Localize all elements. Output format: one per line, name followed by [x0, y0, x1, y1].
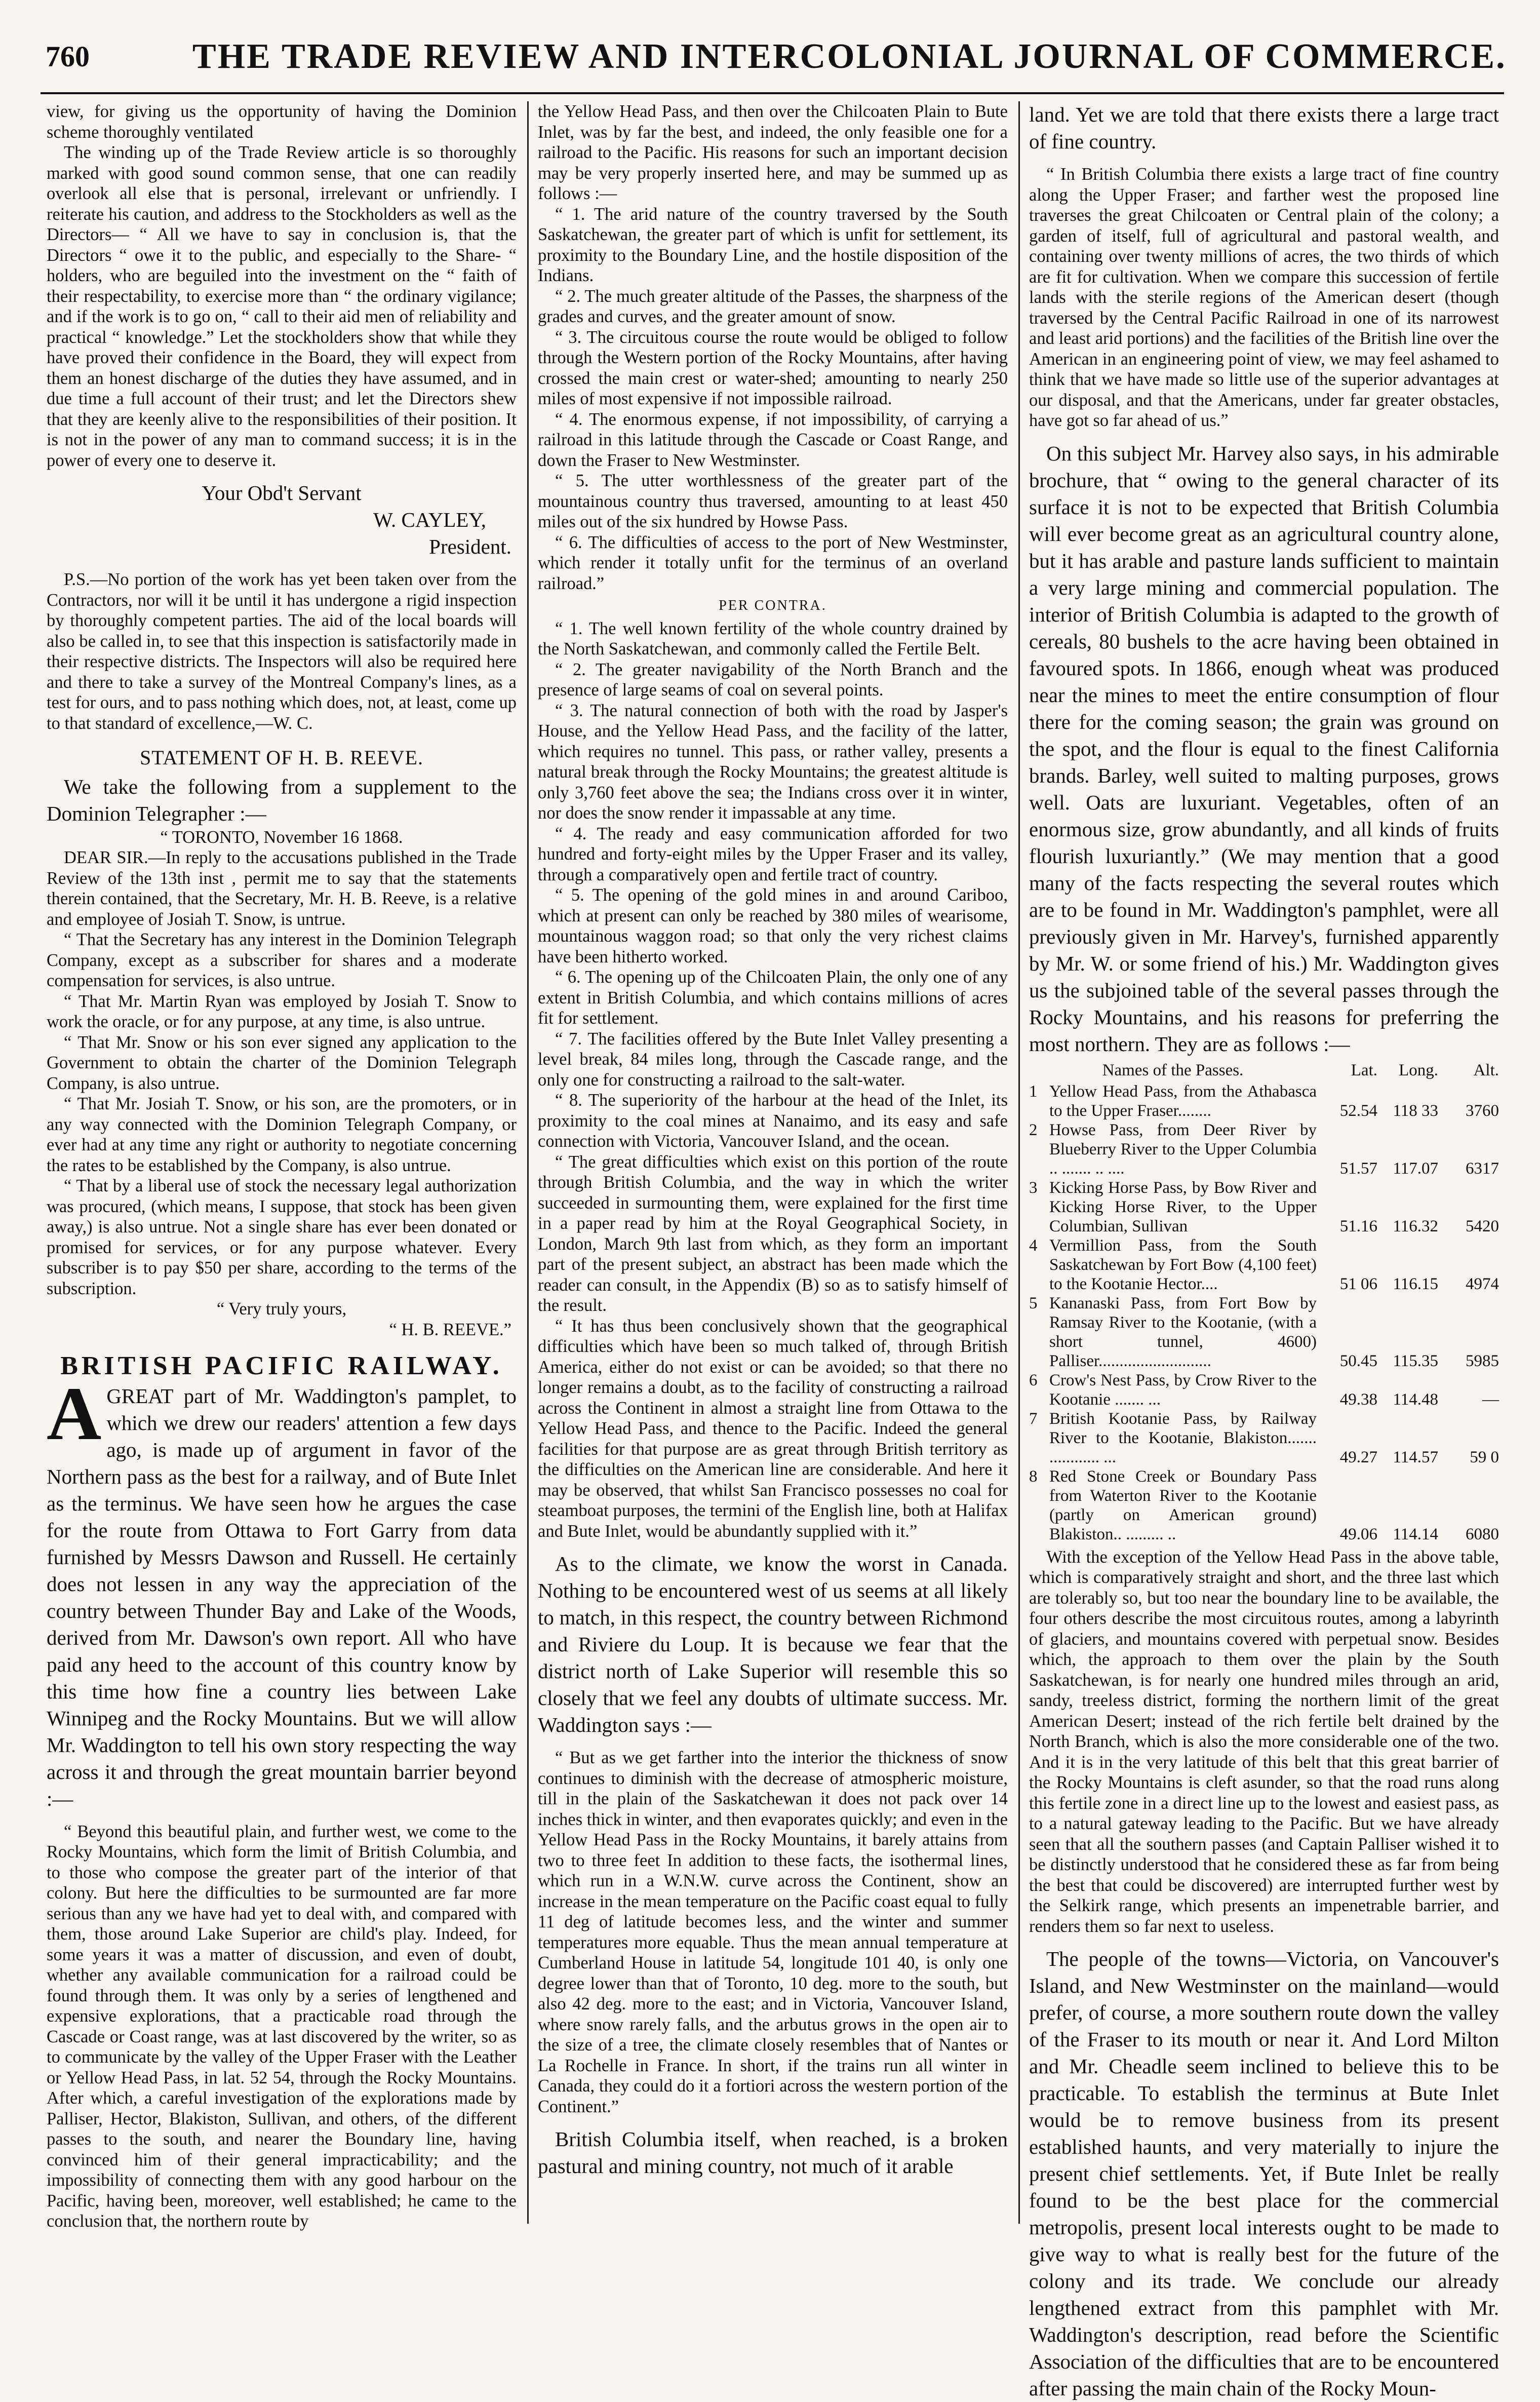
row-number: 2: [1029, 1120, 1038, 1139]
column-1: [47, 101, 517, 2229]
list-item: “ 6. The opening up of the Chilcoaten Plain, the only one of any extent in British Columbia, and which contains millions of acres fit for settlement.: [538, 967, 1008, 1028]
pass-name: Yellow Head Pass, from the Athabasca to the Upper Fraser........: [1049, 1082, 1317, 1120]
list-item: “ 2. The much greater altitude of the Passes, the sharpness of the grades and curves, and the greater amount of snow.: [538, 286, 1008, 326]
signature-name: W. CAYLEY,: [373, 508, 486, 531]
paragraph: The winding up of the Trade Review article is so thoroughly marked with good sound common sense, that one can readily overlook all else that is personal, irrelevant or unfriendly. I reiterate his caution, and address to the Stockholders as well as the Directors— “ All we have to say in conclusion is, that the Directors “ owe it to the public, and especially to the Share- “ holders, who are beguiled into the investment on the “ faith of their respectability, to exercise more than “ the ordinary vigilance; and if the work is to go on, “ call to their aid men of reliability and practical “ knowledge.” Let the stockholders show that while they have proved their confidence in the Board, they will expect from them an honest discharge of the duties they have assumed, and in due time a full account of their trust; and let the Directors shew that they are keenly alive to the responsibilities of their position. It is not in the power of any man to command success; it is in the power of every one to deserve it.: [47, 143, 517, 470]
paragraph: As to the climate, we know the worst in Canada. Nothing to be encountered west of us seems at all likely to match, in this respect, the country between Richmond and Riviere du Loup. It is because we fear that the district north of Lake Superior will resemble this so closely that we feel any doubts of ultimate success. Mr. Waddington says :—: [538, 1552, 1008, 1736]
latitude: 52.54: [1339, 1101, 1377, 1120]
paragraph: “ It has thus been conclusively shown that the geographical difficulties which have been so much talked of, through British America, either do not exist or can be avoided; so that there no longer remains a doubt, as to the facility of constructing a railroad across the Continent in almost a straight line from Ottawa to the Yellow Head Pass, and thence to the Pacific. Indeed the general facilities for that purpose are as great through British territory as the difficulties on the American line are considerable. And here it may be observed, that whilst San Francisco possesses no coal for steamboat purposes, the termini of the English line, both at Halifax and Bute Inlet, would be abundantly supplied with it.”: [538, 1316, 1008, 1541]
paragraph-text: GREAT part of Mr. Waddington's pamplet, to which we drew our readers' attention a few days ago, is made up of argument in favor of the Northern pass as the best for a railway, and of Bute Inlet as the terminus. We have seen how he argues the case for the route from Ottawa to Fort Garry from data furnished by Messrs Dawson and Russell. He certainly does not lessen in any way the appreciation of the country between Thunder Bay and Lake of the Woods, derived from Mr. Dawson's own report. All who have paid any heed to the account of this country know by this time how fine a country lies between Lake Winnipeg and the Rocky Mountains. But we will allow Mr. Waddington to tell his own story respecting the way across it and through the great mountain barrier beyond :—: [47, 1384, 517, 1810]
longitude: 114.48: [1393, 1390, 1438, 1409]
drop-cap: A: [47, 1371, 102, 1456]
longitude: 116.15: [1393, 1274, 1438, 1293]
column-rule-1: [527, 101, 529, 2224]
latitude: 51.16: [1339, 1217, 1377, 1235]
column-2: [538, 101, 1008, 2229]
column-header: Names of the Passes.: [1102, 1061, 1244, 1079]
column-header: Alt.: [1473, 1061, 1499, 1079]
paragraph: With the exception of the Yellow Head Pass in the above table, which is comparatively straight and short, and the three last which are tolerably so, but too near the boundary line to be available, the four others describe the most circuitous routes, among a labyrinth of glaciers, and mountains covered with perpetual snow. Besides which, the approach to them over the plain by the South Saskatchewan, is for nearly one hundred miles through an arid, sandy, treeless district, forming the northern limit of the great American Desert; instead of the rich fertile belt drained by the North Branch, which is also the more considerable one of the two. And it is in the very latitude of this belt that this great barrier of the Rocky Mountains is cleft asunder, so that the road runs along this fertile zone in a direct line up to the lowest and easiest pass, as to a natural gateway leading to the Pacific. But we have already seen that all the southern passes (and Captain Palliser wished it to be distinctly understood that he considered these as far from being the best that could be discovered) are interrupted further west by the Selkirk range, which presents an impenetrable barrier, and renders them so far next to useless.: [1029, 1547, 1499, 1936]
row-number: 8: [1029, 1467, 1038, 1486]
altitude: —: [1482, 1390, 1499, 1409]
passes-table: [1029, 1061, 1499, 1544]
quotation: “ But as we get farther into the interior the thickness of snow continues to diminish with the decrease of atmospheric moisture, till in the plain of the Saskatchewan it does not pack over 14 inches thick in winter, and then evaporates quickly; and even in the Yellow Head Pass in the Rocky Mountains, it barely attains from two to three feet In addition to these facts, the isothermal lines, which run in a W.N.W. curve across the Continent, show an increase in the mean temperature on the Pacific coast equal to fully 11 deg of latitude becomes less, and the winter and summer temperatures more equable. Thus the mean annual temperature at Cumberland House in latitude 54, longitude 101 40, is only one degree lower than that of Toronto, 10 deg. more to the south, but also 42 deg. more to the east; and in Victoria, Vancouver Island, where snow rarely falls, and the arbutus grows in the open air to the size of a tree, the climate closely resembles that of Nantes or La Rochelle in France. In short, if the trains run all winter in Canada, they could do it a fortiori across the western portion of the Continent.”: [538, 1748, 1008, 2116]
longitude: 115.35: [1393, 1351, 1438, 1370]
list-item: “ 2. The greater navigability of the North Branch and the presence of large seams of coal on several points.: [538, 660, 1008, 700]
signature-title: President.: [429, 535, 511, 558]
table-row: [1029, 1409, 1499, 1467]
signature-closing: Your Obd't Servant: [202, 481, 362, 505]
list-item: “ 1. The well known fertility of the whole country drained by the North Saskatchewan, and commonly called the Fertile Belt.: [538, 618, 1008, 658]
quotation: “ In British Columbia there exists a large tract of fine country along the Upper Fraser; and farther west the proposed line traverses the great Chilcoaten or Central plain of the colony; a garden of itself, full of agricultural and pastoral wealth, and containing over twenty millions of acres, the two thirds of which are fit for cultivation. When we compare this succession of fertile lands with the sterile regions of the American desert (though traversed by the Central Pacific Railroad in one of its narrowest and least arid portions) and the facilities of the British line over the American in an engineering point of view, we may feel ashamed to think that we have made so little use of the superior advantages at our disposal, and that the Americans, under far greater obstacles, have got so far ahead of us.”: [1029, 165, 1499, 430]
row-number: 4: [1029, 1236, 1038, 1255]
list-item: “ 4. The ready and easy communication afforded for two hundred and forty-eight miles by the Upper Fraser and its valley, through a comparatively open and fertile tract of country.: [538, 824, 1008, 884]
row-number: 5: [1029, 1294, 1038, 1312]
latitude: 50.45: [1339, 1351, 1377, 1370]
longitude: 114.14: [1393, 1525, 1438, 1543]
letter-closing: “ Very truly yours,: [216, 1299, 347, 1319]
paragraph: [47, 1371, 517, 1812]
list-item: “ 6. The difficulties of access to the port of New Westminster, which render it totally unfit for the terminus of an overland railroad.”: [538, 532, 1008, 593]
latitude: 49.38: [1339, 1390, 1377, 1409]
paragraph: “ That Mr. Snow or his son ever signed any application to the Government to obtain the charter of the Dominion Telegraph Company, is also untrue.: [47, 1032, 517, 1093]
list-item: “ 3. The natural connection of both with the road by Jasper's House, and the Yellow Head Pass, and the facility of the latter, which requires no tunnel. This pass, or rather valley, presents a natural break through the Rocky Mountains; the greatest altitude is only 3,760 feet above the sea; the Indians cross over it in winter, nor does the snow render it impassable at any time.: [538, 701, 1008, 823]
table-row: [1029, 1294, 1499, 1371]
table-header-row: [1029, 1061, 1499, 1082]
pass-name: Crow's Nest Pass, by Crow River to the Kootanie ....... ...: [1049, 1371, 1317, 1409]
altitude: 3760: [1466, 1101, 1499, 1120]
paragraph: The people of the towns—Victoria, on Vancouver's Island, and New Westminster on the mainland—would prefer, of course, a more southern route down the valley of the Fraser to its mouth or near it. And Lord Milton and Mr. Cheadle seem inclined to believe this to be practicable. To establish the terminus at Bute Inlet would be to remove business from its present established haunts, and very materially to injure the present chief settlements. Yet, if Bute Inlet be really found to be the best place for the commercial metropolis, present local interests ought to be made to give way to what is really best for the future of the colony and its trade. We conclude our already lengthened extract from this pamphlet with Mr. Waddington's description, read before the Scientific Association of the difficulties that are to be encountered after passing the main chain of the Rocky Moun-: [1029, 1947, 1499, 2400]
postscript: P.S.—No portion of the work has yet been taken over from the Contractors, nor will it be until it has undergone a rigid inspection by thoroughly competent parties. The aid of the local boards will also be called in, to see that this inspection is satisfactorily made in their respective districts. The Inspectors will also be required here and there to take a survey of the Montreal Company's lines, as a test for ours, and to pass nothing which does, not, at least, come up to that standard of excellence,—W. C.: [47, 570, 517, 733]
subheading-per-contra: PER CONTRA.: [719, 598, 827, 613]
column-3: [1029, 101, 1499, 2400]
latitude: 49.27: [1339, 1448, 1377, 1466]
row-number: 3: [1029, 1178, 1038, 1197]
altitude: 6080: [1466, 1525, 1499, 1543]
list-item: “ 4. The enormous expense, if not impossibility, of carrying a railroad in this latitude through the Cascade or Coast Range, and down the Fraser to New Westminster.: [538, 409, 1008, 470]
paragraph: the Yellow Head Pass, and then over the Chilcoaten Plain to Bute Inlet, was by far the best, and indeed, the only feasible one for a railroad to the Pacific. His reasons for such an important decision may be very properly inserted here, and may be summed up as follows :—: [538, 102, 1008, 203]
altitude: 5985: [1466, 1351, 1499, 1370]
paragraph: land. Yet we are told that there exists there a large tract of fine country.: [1029, 103, 1499, 153]
table-row: [1029, 1467, 1499, 1544]
paragraph: We take the following from a supplement to the Dominion Telegrapher :—: [47, 774, 517, 825]
pass-name: Red Stone Creek or Boundary Pass from Waterton River to the Kootanie (partly on American ground) Blakiston.. ......... ..: [1049, 1467, 1317, 1543]
pass-name: Kananaski Pass, from Fort Bow by Ramsay River to the Kootanie, (with a short tunnel, 4600) Palliser...........................: [1049, 1294, 1317, 1370]
list-item: “ 1. The arid nature of the country traversed by the South Saskatchewan, the greater part of which is unfit for settlement, its proximity to the Boundary Line, and the hostile disposition of the Indians.: [538, 204, 1008, 285]
section-heading-reeve: STATEMENT OF H. B. REEVE.: [140, 746, 423, 769]
table-row: [1029, 1371, 1499, 1409]
longitude: 116.32: [1393, 1217, 1438, 1235]
journal-title: THE TRADE REVIEW AND INTERCOLONIAL JOURNAL OF COMMERCE.: [192, 37, 1507, 76]
paragraph: British Columbia itself, when reached, is a broken pastural and mining country, not much of it arable: [538, 2127, 1008, 2178]
table-row: [1029, 1236, 1499, 1294]
page-header: [41, 32, 1507, 94]
paragraph: view, for giving us the opportunity of having the Dominion scheme thoroughly ventilated: [47, 102, 517, 142]
section-heading-british-pacific-railway: BRITISH PACIFIC RAILWAY.: [60, 1351, 503, 1380]
pass-name: British Kootanie Pass, by Railway River to the Kootanie, Blakiston....... ............ ...: [1049, 1409, 1317, 1466]
column-rule-2: [1018, 101, 1020, 2224]
longitude: 114.57: [1393, 1448, 1438, 1466]
table-row: [1029, 1120, 1499, 1178]
row-number: 1: [1029, 1082, 1038, 1101]
pass-name: Howse Pass, from Deer River by Blueberry River to the Upper Columbia .. ....... .. ....: [1049, 1120, 1317, 1178]
list-item: “ 8. The superiority of the harbour at the head of the Inlet, its proximity to the coal mines at Nanaimo, and its easy and safe connection with Victoria, Vancouver Island, and the ocean.: [538, 1091, 1008, 1151]
paragraph: On this subject Mr. Harvey also says, in his admirable brochure, that “ owing to the general character of its surface it is not to be expected that British Columbia will ever become great as an agricultural country alone, but it has arable and pasture lands sufficient to maintain a very large mining and commercial population. The interior of British Columbia is adapted to the growth of cereals, 80 bushels to the acre having been obtained in favoured spots. In 1866, enough wheat was produced near the mines to meet the entire consumption of flour there for the coming season; the grain was ground on the spot, and the flour is equal to the finest California brands. Barley, well suited to malting purposes, grows well. Oats are luxuriant. Vegetables, often of an enormous size, grow abundantly, and all kinds of fruits flourish luxuriantly.” (We may mention that a good many of the facts respecting the several routes which are to be found in Mr. Waddington's pamphlet, were all previously given in Mr. Harvey's, furnished apparently by Mr. W. or some friend of his.) Mr. Waddington gives us the subjoined table of the several passes through the Rocky Mountains, and his reasons for preferring the most northern. They are as follows :—: [1029, 441, 1499, 1056]
paragraph: DEAR SIR.—In reply to the accusations published in the Trade Review of the 13th inst , permit me to say that the statements therein contained, that the Secretary, Mr. H. B. Reeve, is a relative and employee of Josiah T. Snow, is untrue.: [47, 848, 517, 929]
longitude: 117.07: [1393, 1159, 1438, 1178]
list-item: “ 7. The facilities offered by the Bute Inlet Valley presenting a level break, 84 miles long, through the Cascade range, and the only one for constructing a railroad to the salt-water.: [538, 1029, 1008, 1090]
row-number: 6: [1029, 1371, 1038, 1389]
column-header: Lat.: [1351, 1061, 1377, 1079]
paragraph: “ That Mr. Martin Ryan was employed by Josiah T. Snow to work the oracle, or for any purpose, at any time, is also untrue.: [47, 991, 517, 1031]
list-item: “ 5. The utter worthlessness of the greater part of the mountainous country thus traversed, amounting to at least 450 miles out of the six hundred by Howse Pass.: [538, 471, 1008, 531]
altitude: 59 0: [1470, 1448, 1499, 1466]
page-number: 760: [46, 40, 90, 73]
altitude: 4974: [1466, 1274, 1499, 1293]
paragraph: “ That Mr. Josiah T. Snow, or his son, are the promoters, or in any way connected with the Dominion Telegraph Company, or ever had at any time any right or authority to negotiate concerning the rates to be established by the Company, is also untrue.: [47, 1094, 517, 1175]
altitude: 5420: [1466, 1217, 1499, 1235]
pass-name: Vermillion Pass, from the South Saskatchewan by Fort Bow (4,100 feet) to the Kootanie Hector....: [1049, 1236, 1317, 1293]
list-item: “ 5. The opening of the gold mines in and around Cariboo, which at present can only be reached by 380 miles of wearisome, mountainous waggon road; so that only the very richest claims have been hitherto worked.: [538, 885, 1008, 966]
table-row: [1029, 1178, 1499, 1236]
row-number: 7: [1029, 1409, 1038, 1428]
paragraph: “ The great difficulties which exist on this portion of the route through British Columbia, and the way in which the writer succeeded in surmounting them, were explained for the first time in a paper read by him at the Royal Geographical Society, in London, March 9th last from which, as they form an important part of the present subject, an abstract has been made which the reader can consult, in the Appendix (B) so as to satisfy himself of the result.: [538, 1152, 1008, 1315]
table-row: [1029, 1082, 1499, 1120]
pass-name: Kicking Horse Pass, by Bow River and Kicking Horse River, to the Upper Columbian, Sullivan: [1049, 1178, 1317, 1235]
list-item: “ 3. The circuitous course the route would be obliged to follow through the Western portion of the Rocky Mountains, after having crossed the main crest or water-shed; amounting to nearly 250 miles of most expensive if not impossible railroad.: [538, 327, 1008, 408]
latitude: 51.57: [1339, 1159, 1377, 1178]
longitude: 118 33: [1393, 1101, 1438, 1120]
letter-date: “ TORONTO, November 16 1868.: [160, 827, 403, 847]
latitude: 49.06: [1339, 1525, 1377, 1543]
quotation: “ Beyond this beautiful plain, and further west, we come to the Rocky Mountains, which form the limit of British Columbia, and to those who compose the greater part of the interior of that colony. But here the difficulties to be surmounted are far more serious than any we have had yet to deal with, and compared with them, those around Lake Superior are child's play. Indeed, for some years it was a matter of discussion, and even of doubt, whether any available communication for a railroad could be found through them. It was only by a series of lengthened and expensive explorations, that a practicable road through the Cascade or Coast range, was at last discovered by the writer, so as to communicate by the valley of the Upper Fraser with the Leather or Yellow Head Pass, in lat. 52 54, through the Rocky Mountains. After which, a careful investigation of the explorations made by Palliser, Hector, Blakiston, Sullivan, and others, of the different passes to the south, and nearer the Boundary line, having convinced him of their general impracticability; and the impossibility of connecting them with any good harbour on the Pacific, having been, moreover, well established; he came to the conclusion that, the northern route by: [47, 1822, 517, 2231]
column-header: Long.: [1399, 1061, 1438, 1079]
altitude: 6317: [1466, 1159, 1499, 1178]
paragraph: “ That the Secretary has any interest in the Dominion Telegraph Company, except as a subscriber for shares and a moderate compensation for services, is also untrue.: [47, 930, 517, 990]
letter-signature: “ H. B. REEVE.”: [389, 1320, 511, 1339]
paragraph: “ That by a liberal use of stock the necessary legal authorization was procured, (which means, I suppose, that stock has been given away,) is also untrue. Not a single share has ever been donated or promised for services, or for any purpose whatever. Every subscriber is to pay $50 per share, according to the terms of the subscription.: [47, 1176, 517, 1298]
latitude: 51 06: [1339, 1274, 1377, 1293]
